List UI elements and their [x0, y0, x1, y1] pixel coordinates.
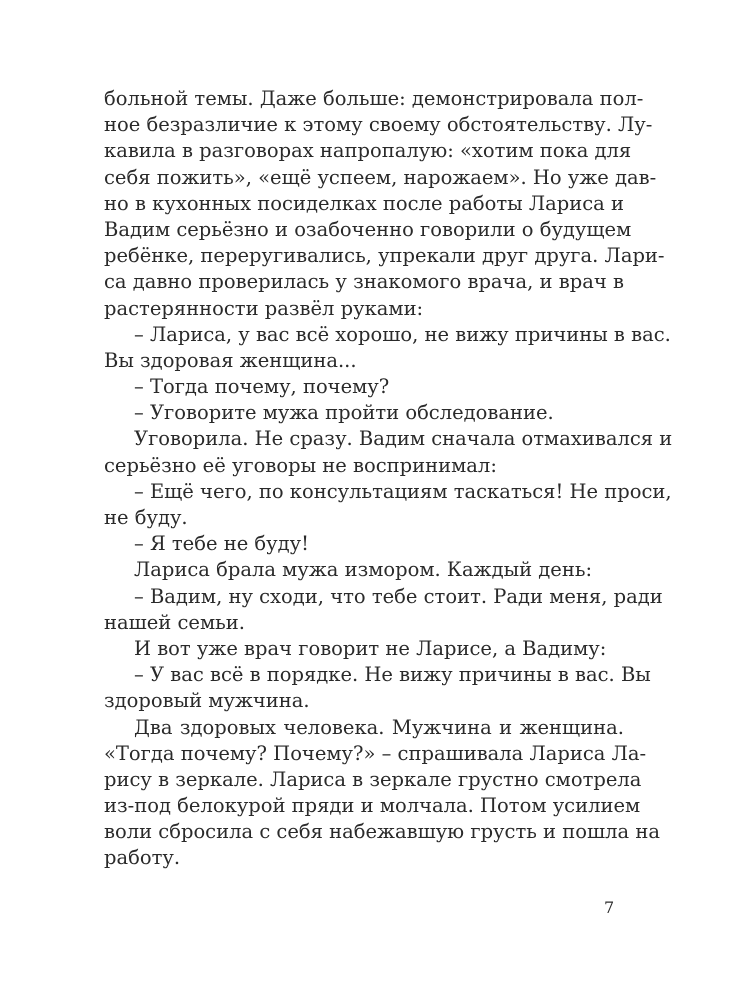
- text-line: себя пожить», «ещё успеем, нарожаем». Но уже дав-: [104, 165, 657, 189]
- text-line: – Ещё чего, по консультациям таскаться! Не проси,: [134, 479, 672, 503]
- body-text: [104, 86, 673, 872]
- text-line: серьёзно её уговоры не воспринимал:: [104, 453, 497, 477]
- text-line: здоровый мужчина.: [104, 689, 310, 713]
- text-line: – Тогда почему, почему?: [134, 375, 390, 399]
- text-line: кавила в разговорах напропалую: «хотим пока для: [104, 139, 632, 163]
- text-line: растерянности развёл руками:: [104, 296, 424, 320]
- text-line: са давно проверилась у знакомого врача, и врач в: [104, 270, 624, 294]
- text-line: работу.: [104, 846, 181, 870]
- text-line: ребёнке, переругивались, упрекали друг друга. Лари-: [104, 244, 665, 268]
- text-line: Лариса брала мужа измором. Каждый день:: [134, 558, 593, 582]
- page-number: 7: [604, 898, 615, 917]
- text-line: – У вас всё в порядке. Не вижу причины в вас. Вы: [134, 663, 651, 687]
- text-line: И вот уже врач говорит не Ларисе, а Вадиму:: [134, 636, 607, 660]
- text-line: больной темы. Даже больше: демонстрировала пол-: [104, 87, 644, 110]
- text-line: «Тогда почему? Почему?» – спрашивала Лариса Ла-: [104, 741, 647, 765]
- text-line: – Вадим, ну сходи, что тебе стоит. Ради меня, ради: [134, 584, 663, 608]
- text-line: – Уговорите мужа пройти обследование.: [134, 401, 554, 425]
- text-line: Вадим серьёзно и озабоченно говорили о будущем: [104, 217, 632, 241]
- text-line: – Я тебе не буду!: [134, 532, 309, 556]
- text-line: рису в зеркале. Лариса в зеркале грустно смотрела: [104, 767, 642, 791]
- text-line: но в кухонных посиделках после работы Лариса и: [104, 191, 624, 215]
- text-line: Вы здоровая женщина...: [104, 348, 357, 372]
- text-line: Два здоровых человека. Мужчина и женщина.: [134, 715, 624, 739]
- text-line: – Лариса, у вас всё хорошо, не вижу причины в вас.: [134, 322, 671, 346]
- text-line: не буду.: [104, 506, 188, 529]
- text-line: из-под белокурой пряди и молчала. Потом усилием: [104, 794, 641, 818]
- text-line: воли сбросила с себя набежавшую грусть и пошла на: [104, 820, 660, 844]
- text-line: ное безразличие к этому своему обстоятельству. Лу-: [104, 113, 653, 137]
- text-line: нашей семьи.: [104, 610, 245, 634]
- text-line: Уговорила. Не сразу. Вадим сначала отмахивался и: [134, 427, 673, 451]
